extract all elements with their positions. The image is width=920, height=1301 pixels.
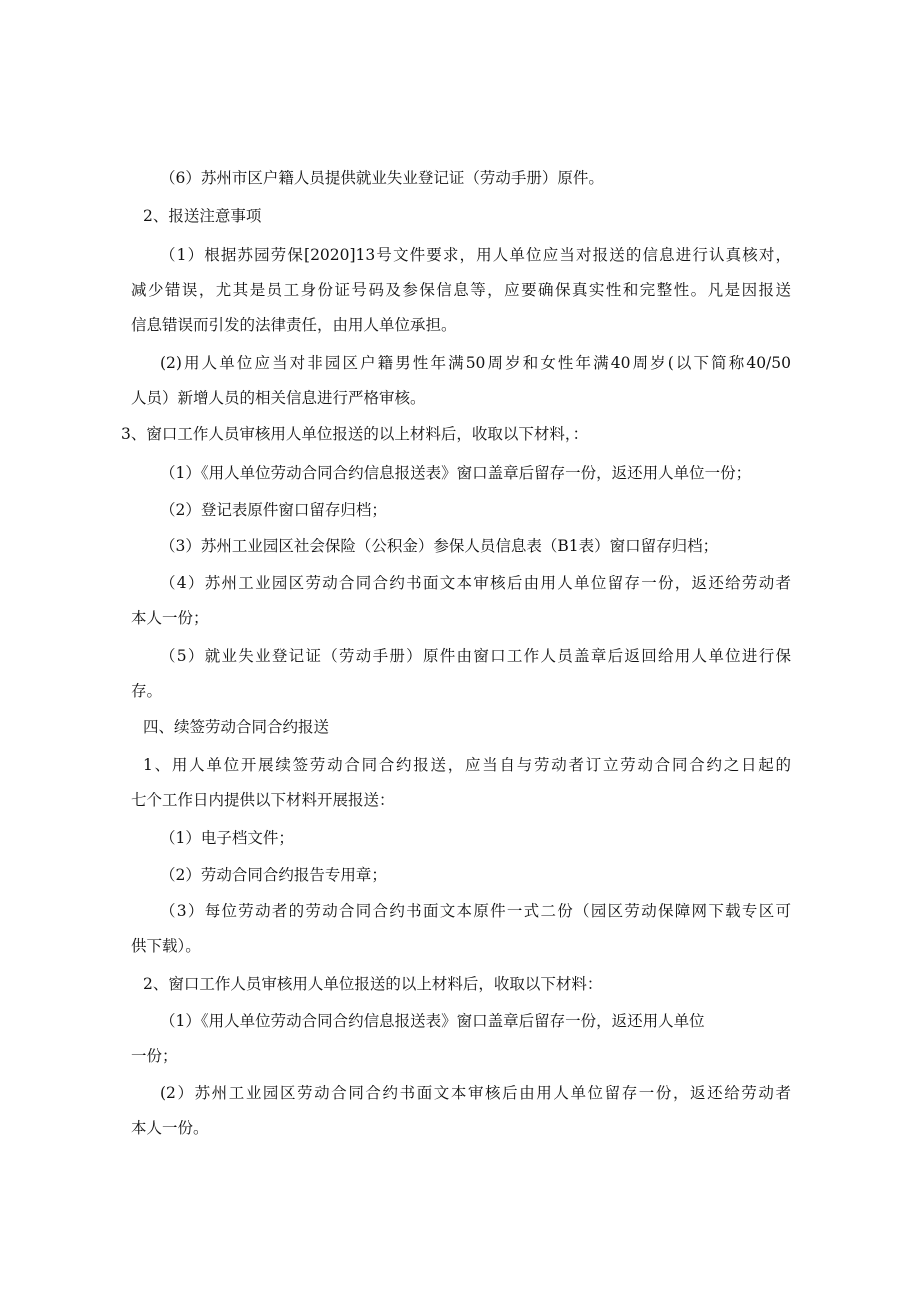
paragraph-line: 信息错误而引发的法律责任，由用人单位承担。 bbox=[131, 316, 457, 334]
paragraph-line: 人员）新增人员的相关信息进行严格审核。 bbox=[131, 389, 426, 407]
paragraph-line: （2）登记表原件窗口留存归档； bbox=[160, 501, 387, 519]
section-heading: 四、续签劳动合同合约报送 bbox=[143, 718, 330, 736]
paragraph-line: (2）苏州工业园区劳动合同合约书面文本审核后由用人单位留存一份，返还给劳动者 bbox=[160, 1084, 791, 1102]
paragraph-line: （3）苏州工业园区社会保险（公积金）参保人员信息表（B1表）窗口留存归档； bbox=[160, 537, 719, 555]
paragraph-line: 一份； bbox=[131, 1047, 178, 1065]
paragraph-line: （2）劳动合同合约报告专用章； bbox=[160, 866, 387, 884]
paragraph-line: 2、窗口工作人员审核用人单位报送的以上材料后，收取以下材料： bbox=[143, 975, 603, 993]
paragraph-line: (2)用人单位应当对非园区户籍男性年满50周岁和女性年满40周岁(以下简称40/50 bbox=[160, 354, 791, 372]
paragraph-line: （4）苏州工业园区劳动合同合约书面文本审核后由用人单位留存一份，返还给劳动者 bbox=[160, 574, 791, 592]
section-heading: 3、窗口工作人员审核用人单位报送的以上材料后，收取以下材料，： bbox=[121, 425, 589, 443]
paragraph-line: （3）每位劳动者的劳动合同合约书面文本原件一式二份（园区劳动保障网下载专区可 bbox=[160, 902, 791, 920]
paragraph-line: 七个工作日内提供以下材料开展报送： bbox=[131, 791, 395, 809]
paragraph-line: 1、用人单位开展续签劳动合同合约报送，应当自与劳动者订立劳动合同合约之日起的 bbox=[143, 756, 791, 774]
paragraph-line: 本人一份。 bbox=[131, 1119, 209, 1137]
paragraph-line: （1）《用人单位劳动合同合约信息报送表》窗口盖章后留存一份，返还用人单位一份； bbox=[160, 464, 752, 482]
paragraph-line: 供下载）。 bbox=[131, 937, 201, 955]
paragraph-line: 本人一份； bbox=[131, 609, 209, 627]
paragraph-line: （1）电子档文件； bbox=[160, 829, 294, 847]
paragraph-line: （1）根据苏园劳保[2020]13号文件要求，用人单位应当对报送的信息进行认真核对， bbox=[160, 246, 791, 264]
paragraph-line: （1）《用人单位劳动合同合约信息报送表》窗口盖章后留存一份，返还用人单位 bbox=[160, 1012, 705, 1030]
paragraph-line: 减少错误，尤其是员工身份证号码及参保信息等，应要确保真实性和完整性。凡是因报送 bbox=[131, 281, 791, 299]
paragraph-line: （6）苏州市区户籍人员提供就业失业登记证（劳动手册）原件。 bbox=[160, 169, 604, 187]
paragraph-line: （5）就业失业登记证（劳动手册）原件由窗口工作人员盖章后返回给用人单位进行保 bbox=[160, 647, 791, 665]
section-heading: 2、报送注意事项 bbox=[143, 207, 262, 225]
paragraph-line: 存。 bbox=[131, 682, 163, 700]
